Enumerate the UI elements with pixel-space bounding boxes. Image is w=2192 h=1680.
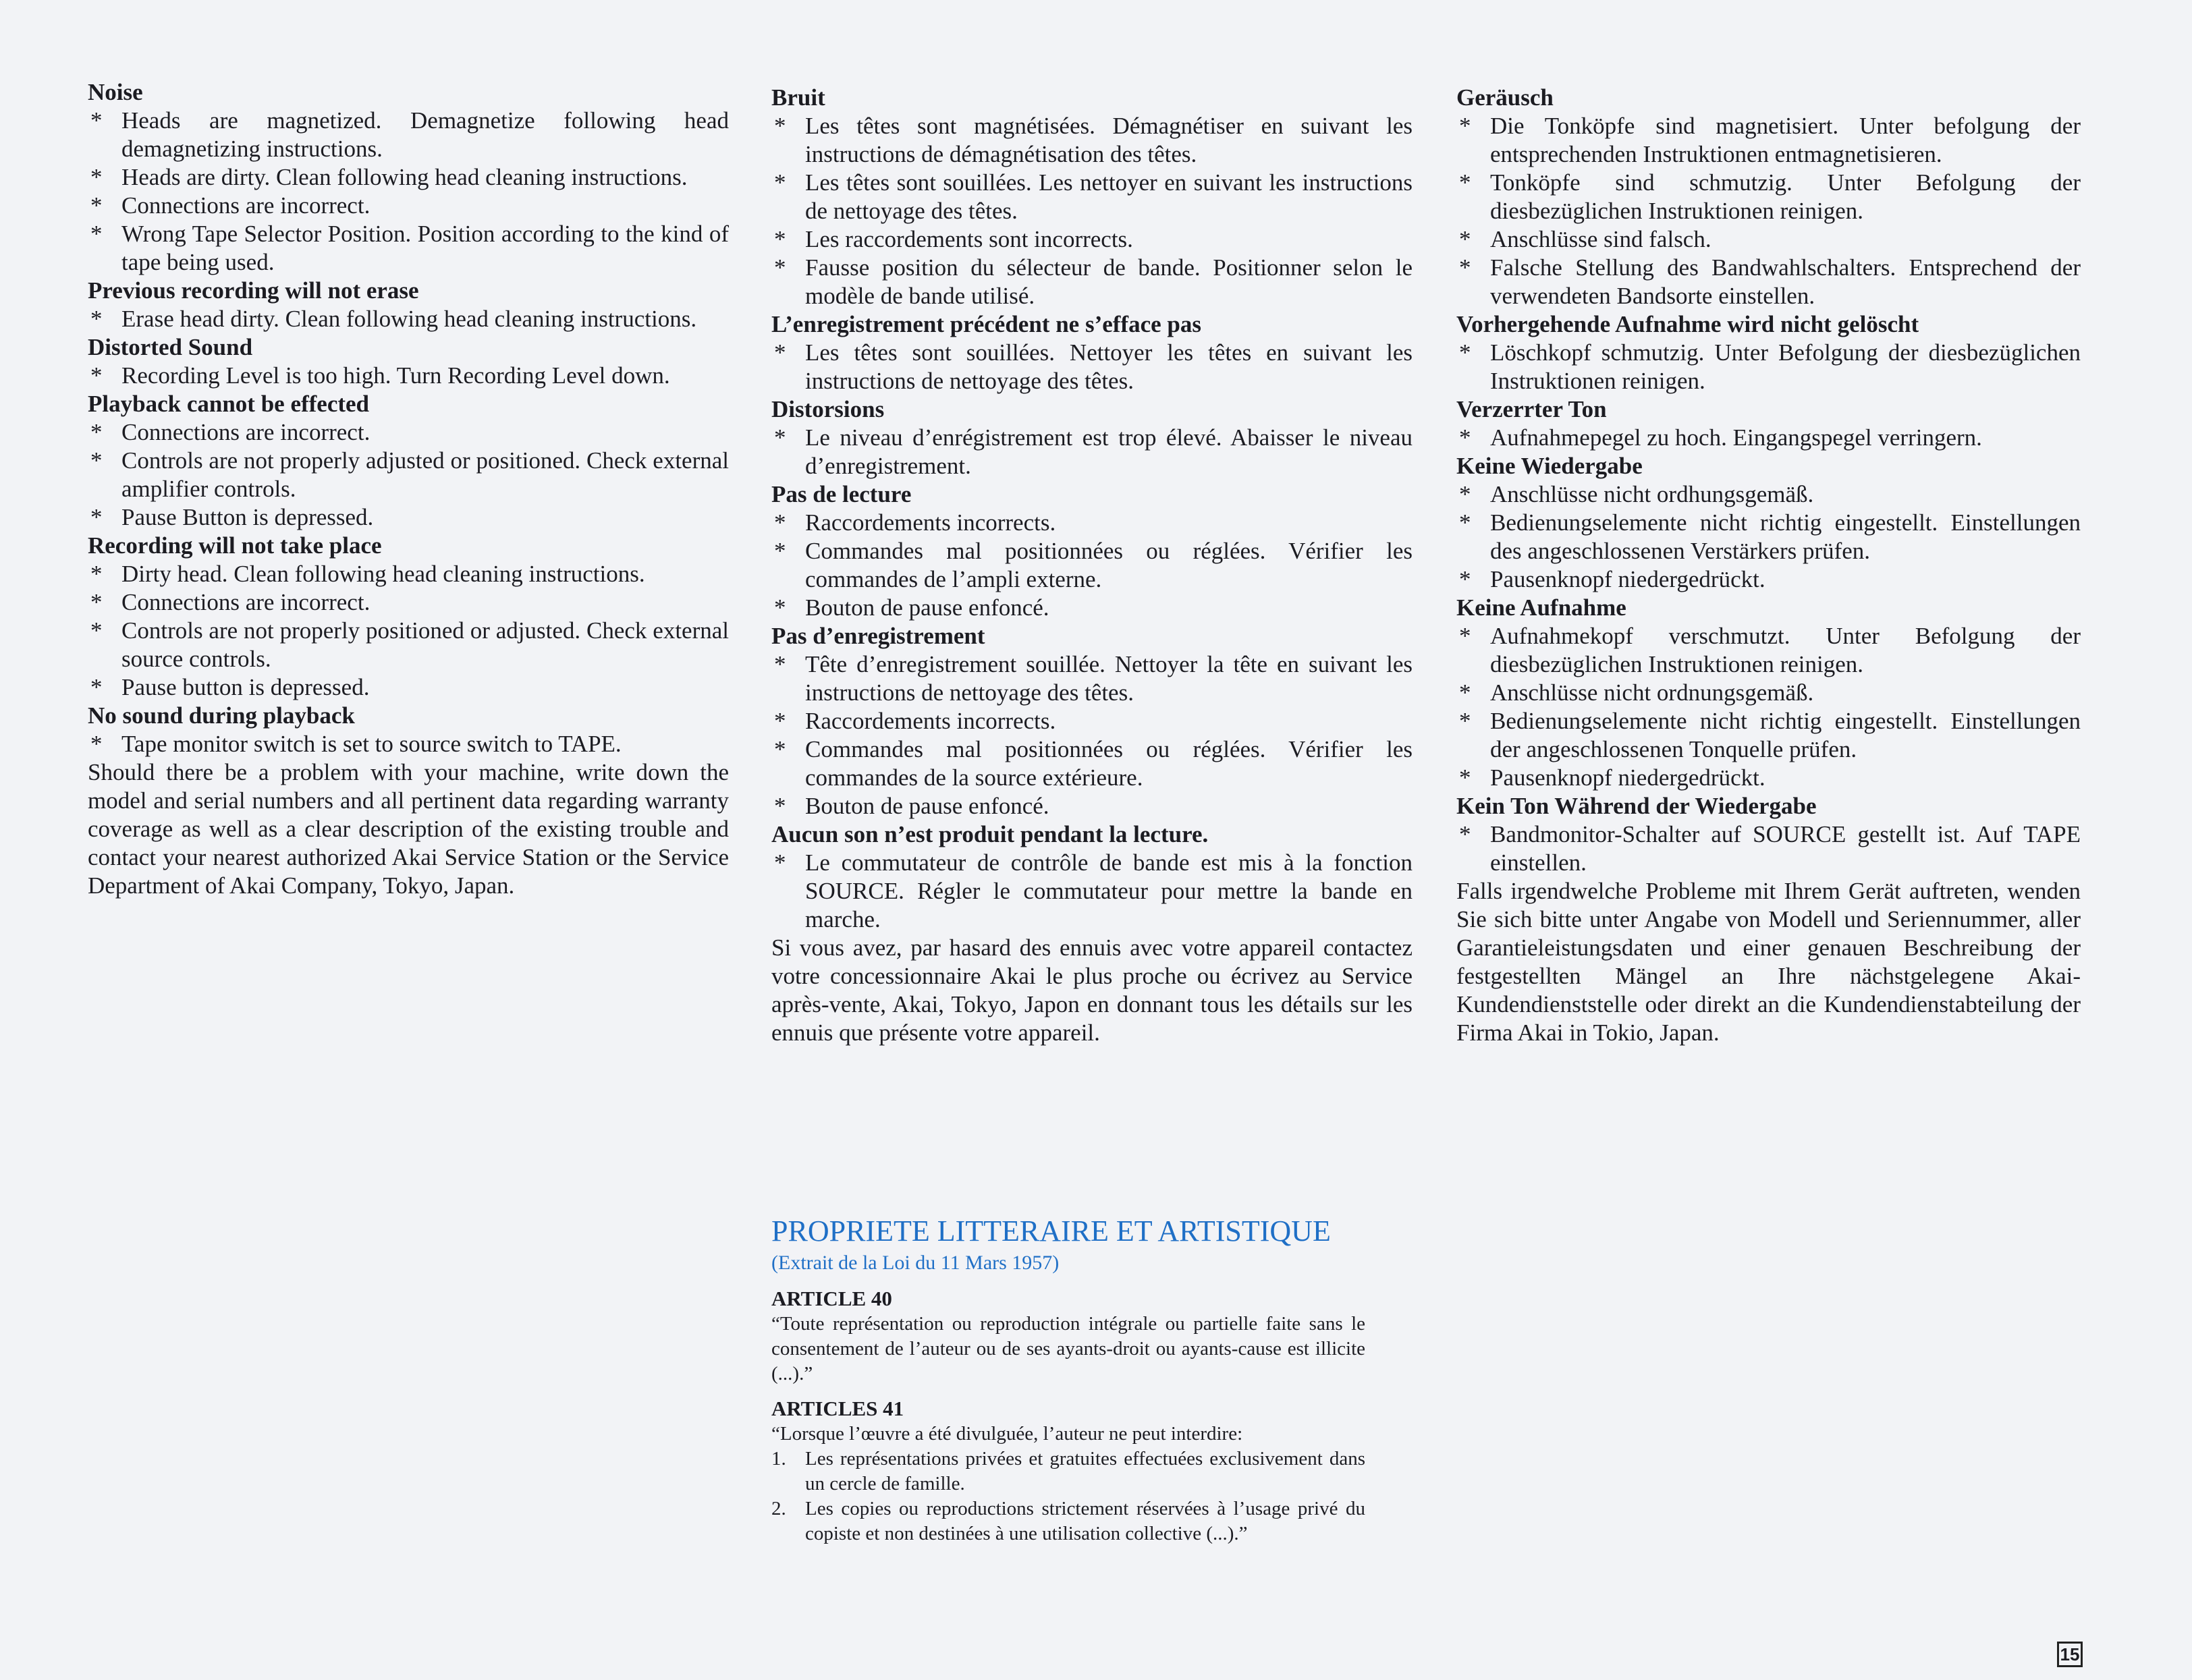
asterisk-bullet: * [90, 221, 103, 247]
item-text: Heads are dirty. Clean following head cleaning instructions. [121, 164, 688, 190]
section-heading: Pas d’enregistrement [771, 623, 985, 649]
item-text: Bedienungselemente nicht richtig eingestellt. Einstellungen der angeschlossenen Tonquelle prüfen. [1490, 708, 2081, 762]
article-40-heading: ARTICLE 40 [771, 1287, 892, 1310]
list-item [88, 617, 729, 673]
service-contact-paragraph: Should there be a problem with your machine, write down the model and serial numbers and all pertinent data regarding warranty coverage as well as a clear description of the existing trouble and contact your nearest authorized Akai Service Station or the Service Department of Akai Company, Tokyo, Japan. [88, 759, 729, 899]
list-item [88, 447, 729, 503]
item-number: 1. [771, 1448, 786, 1469]
asterisk-bullet: * [1459, 113, 1471, 139]
list-item [771, 225, 1413, 254]
asterisk-bullet: * [774, 424, 786, 451]
item-text: Raccordements incorrects. [805, 509, 1056, 536]
list-item [1456, 565, 2081, 594]
item-text: Les têtes sont souillées. Les nettoyer en suivant les instructions de nettoyage des têtes. [805, 169, 1413, 224]
notice-subtitle: (Extrait de la Loi du 11 Mars 1957) [771, 1252, 1060, 1274]
asterisk-bullet: * [1459, 424, 1471, 451]
list-item [1456, 679, 2081, 707]
list-item [771, 849, 1413, 934]
asterisk-bullet: * [1459, 679, 1471, 706]
list-item [1456, 509, 2081, 565]
section-heading: Kein Ton Während der Wiedergabe [1456, 793, 1817, 819]
item-text: Falsche Stellung des Bandwahlschalters. Entsprechend der verwendeten Bandsorte einstellen. [1490, 254, 2081, 309]
item-text: Bedienungselemente nicht richtig eingestellt. Einstellungen des angeschlossenen Verstärkers prüfen. [1490, 509, 2081, 564]
list-item [771, 792, 1413, 820]
list-item [771, 424, 1413, 480]
asterisk-bullet: * [90, 674, 103, 700]
article-41-item [771, 1496, 1365, 1546]
item-text: Pause Button is depressed. [121, 504, 374, 530]
list-item [1456, 169, 2081, 225]
list-item [771, 537, 1413, 594]
asterisk-bullet: * [1459, 566, 1471, 592]
list-item [1456, 112, 2081, 169]
list-item [771, 509, 1413, 537]
list-item [771, 707, 1413, 735]
item-text: Les copies ou reproductions strictement réservées à l’usage privé du copiste et non destinées à une utilisation collective (...).” [805, 1498, 1365, 1544]
section-heading: Pas de lecture [771, 481, 912, 507]
item-text: Bouton de pause enfoncé. [805, 793, 1049, 819]
asterisk-bullet: * [774, 651, 786, 677]
asterisk-bullet: * [1459, 226, 1471, 252]
article-41-item [771, 1447, 1365, 1496]
section-heading: Distorted Sound [88, 334, 253, 360]
service-contact-paragraph: Si vous avez, par hasard des ennuis avec votre appareil contactez votre concessionnaire Akai le plus proche ou écrivez au Service après-vente, Akai, Tokyo, Japon en donnant tous les détails sur les ennuis que présente votre appareil. [771, 934, 1413, 1046]
section-heading: Playback cannot be effected [88, 391, 370, 417]
asterisk-bullet: * [1459, 169, 1471, 196]
section-heading: Verzerrter Ton [1456, 396, 1607, 422]
asterisk-bullet: * [774, 538, 786, 564]
asterisk-bullet: * [90, 561, 103, 587]
list-item [88, 503, 729, 532]
list-item [1456, 339, 2081, 395]
list-item [771, 112, 1413, 169]
section-heading: Recording will not take place [88, 532, 382, 559]
article-41-heading: ARTICLES 41 [771, 1397, 904, 1420]
asterisk-bullet: * [90, 504, 103, 530]
item-text: Les têtes sont souillées. Nettoyer les têtes en suivant les instructions de nettoyage des têtes. [805, 339, 1413, 394]
item-text: Aufnahmepegel zu hoch. Eingangspegel verringern. [1490, 424, 1982, 451]
item-text: Les têtes sont magnétisées. Démagnétiser en suivant les instructions de démagnétisation des têtes. [805, 113, 1413, 167]
asterisk-bullet: * [1459, 339, 1471, 366]
item-text: Pause button is depressed. [121, 674, 370, 700]
asterisk-bullet: * [774, 113, 786, 139]
list-item [88, 163, 729, 192]
list-item [1456, 254, 2081, 310]
list-item [1456, 225, 2081, 254]
asterisk-bullet: * [1459, 509, 1471, 536]
asterisk-bullet: * [774, 849, 786, 876]
section-heading: Previous recording will not erase [88, 277, 419, 304]
asterisk-bullet: * [90, 447, 103, 474]
list-item [88, 220, 729, 277]
asterisk-bullet: * [774, 793, 786, 819]
section-heading: No sound during playback [88, 702, 355, 729]
section-heading: Noise [88, 79, 143, 105]
asterisk-bullet: * [90, 419, 103, 445]
notice-title: PROPRIETE LITTERAIRE ET ARTISTIQUE [771, 1214, 1331, 1248]
item-text: Dirty head. Clean following head cleaning instructions. [121, 561, 645, 587]
asterisk-bullet: * [90, 192, 103, 219]
item-text: Anschlüsse sind falsch. [1490, 226, 1711, 252]
asterisk-bullet: * [774, 254, 786, 281]
item-text: Löschkopf schmutzig. Unter Befolgung der diesbezüglichen Instruktionen reinigen. [1490, 339, 2081, 394]
list-item [771, 594, 1413, 622]
item-text: Bandmonitor-Schalter auf SOURCE gestellt ist. Auf TAPE einstellen. [1490, 821, 2081, 876]
asterisk-bullet: * [774, 708, 786, 734]
list-item [1456, 707, 2081, 764]
asterisk-bullet: * [774, 226, 786, 252]
section-heading: Geräusch [1456, 84, 1554, 111]
item-text: Le niveau d’enrégistrement est trop élevé. Abaisser le niveau d’enregistrement. [805, 424, 1413, 479]
list-item [1456, 424, 2081, 452]
item-text: Aufnahmekopf verschmutzt. Unter Befolgung der diesbezüglichen Instruktionen reinigen. [1490, 623, 2081, 677]
list-item [88, 192, 729, 220]
french-column [771, 84, 1413, 1047]
asterisk-bullet: * [1459, 481, 1471, 507]
item-text: Connections are incorrect. [121, 192, 371, 219]
asterisk-bullet: * [1459, 623, 1471, 649]
item-text: Heads are magnetized. Demagnetize following head demagnetizing instructions. [121, 107, 729, 162]
article-40-text: “Toute représentation ou reproduction intégrale ou partielle faite sans le consentement de l’auteur ou de ses ayants-droit ou ayants-cause est illicite (...).” [771, 1313, 1365, 1384]
list-item [771, 169, 1413, 225]
asterisk-bullet: * [774, 509, 786, 536]
list-item [88, 560, 729, 588]
item-text: Connections are incorrect. [121, 589, 371, 615]
item-text: Pausenknopf niedergedrückt. [1490, 566, 1765, 592]
list-item [88, 730, 729, 758]
asterisk-bullet: * [90, 107, 103, 134]
asterisk-bullet: * [1459, 254, 1471, 281]
item-text: Tonköpfe sind schmutzig. Unter Befolgung der diesbezüglichen Instruktionen reinigen. [1490, 169, 2081, 224]
asterisk-bullet: * [774, 594, 786, 621]
asterisk-bullet: * [1459, 764, 1471, 791]
item-text: Anschlüsse nicht ordhungsgemäß. [1490, 481, 1814, 507]
asterisk-bullet: * [90, 731, 103, 757]
asterisk-bullet: * [1459, 821, 1471, 847]
item-text: Tête d’enregistrement souillée. Nettoyer la tête en suivant les instructions de nettoyage des têtes. [805, 651, 1413, 706]
item-text: Tape monitor switch is set to source switch to TAPE. [121, 731, 622, 757]
item-text: Commandes mal positionnées ou réglées. Vérifier les commandes de l’ampli externe. [805, 538, 1413, 592]
item-text: Wrong Tape Selector Position. Position according to the kind of tape being used. [121, 221, 729, 275]
list-item [88, 588, 729, 617]
asterisk-bullet: * [1459, 708, 1471, 734]
asterisk-bullet: * [774, 736, 786, 762]
item-text: Bouton de pause enfoncé. [805, 594, 1049, 621]
section-heading: Keine Wiedergabe [1456, 453, 1643, 479]
list-item [1456, 820, 2081, 877]
asterisk-bullet: * [90, 164, 103, 190]
asterisk-bullet: * [90, 617, 103, 644]
german-column [1456, 84, 2081, 1047]
item-text: Fausse position du sélecteur de bande. Positionner selon le modèle de bande utilisé. [805, 254, 1413, 309]
asterisk-bullet: * [90, 362, 103, 389]
list-item [771, 650, 1413, 707]
copyright-notice [771, 1213, 1365, 1546]
section-heading: Keine Aufnahme [1456, 594, 1626, 621]
english-column [88, 78, 729, 900]
list-item [88, 107, 729, 163]
list-item [88, 418, 729, 447]
list-item [771, 339, 1413, 395]
list-item [771, 735, 1413, 792]
list-item [1456, 764, 2081, 792]
item-text: Connections are incorrect. [121, 419, 371, 445]
item-text: Recording Level is too high. Turn Recording Level down. [121, 362, 670, 389]
asterisk-bullet: * [90, 306, 103, 332]
item-text: Controls are not properly positioned or adjusted. Check external source controls. [121, 617, 729, 672]
service-contact-paragraph: Falls irgendwelche Probleme mit Ihrem Gerät auftreten, wenden Sie sich bitte unter Angabe von Modell und Seriennummer, aller Garantieleistungsdaten und einer genauen Beschreibung der festgestellten Mängel an Ihre nächstgelegene Akai-Kundendienststelle oder direkt an die Kundendienstabteilung der Firma Akai in Tokio, Japan. [1456, 878, 2081, 1046]
section-heading: Bruit [771, 84, 825, 111]
item-text: Les représentations privées et gratuites effectuées exclusivement dans un cercle de famille. [805, 1448, 1365, 1494]
item-number: 2. [771, 1498, 786, 1519]
list-item [1456, 622, 2081, 679]
section-heading: Vorhergehende Aufnahme wird nicht gelöscht [1456, 311, 1919, 337]
list-item [88, 673, 729, 702]
page-number: 15 [2057, 1642, 2083, 1667]
item-text: Pausenknopf niedergedrückt. [1490, 764, 1765, 791]
article-41-intro: “Lorsque l’œuvre a été divulguée, l’auteur ne peut interdire: [771, 1423, 1243, 1445]
asterisk-bullet: * [774, 339, 786, 366]
section-heading: Aucun son n’est produit pendant la lecture. [771, 821, 1209, 847]
list-item [1456, 480, 2081, 509]
list-item [88, 305, 729, 333]
item-text: Controls are not properly adjusted or positioned. Check external amplifier controls. [121, 447, 729, 502]
item-text: Le commutateur de contrôle de bande est mis à la fonction SOURCE. Régler le commutateur pour mettre la bande en marche. [805, 849, 1413, 932]
section-heading: Distorsions [771, 396, 885, 422]
list-item [88, 362, 729, 390]
item-text: Erase head dirty. Clean following head cleaning instructions. [121, 306, 697, 332]
section-heading: L’enregistrement précédent ne s’efface pas [771, 311, 1201, 337]
item-text: Commandes mal positionnées ou réglées. Vérifier les commandes de la source extérieure. [805, 736, 1413, 791]
item-text: Anschlüsse nicht ordnungsgemäß. [1490, 679, 1814, 706]
asterisk-bullet: * [774, 169, 786, 196]
item-text: Die Tonköpfe sind magnetisiert. Unter befolgung der entsprechenden Instruktionen entmagnetisieren. [1490, 113, 2081, 167]
asterisk-bullet: * [90, 589, 103, 615]
list-item [771, 254, 1413, 310]
item-text: Les raccordements sont incorrects. [805, 226, 1133, 252]
item-text: Raccordements incorrects. [805, 708, 1056, 734]
